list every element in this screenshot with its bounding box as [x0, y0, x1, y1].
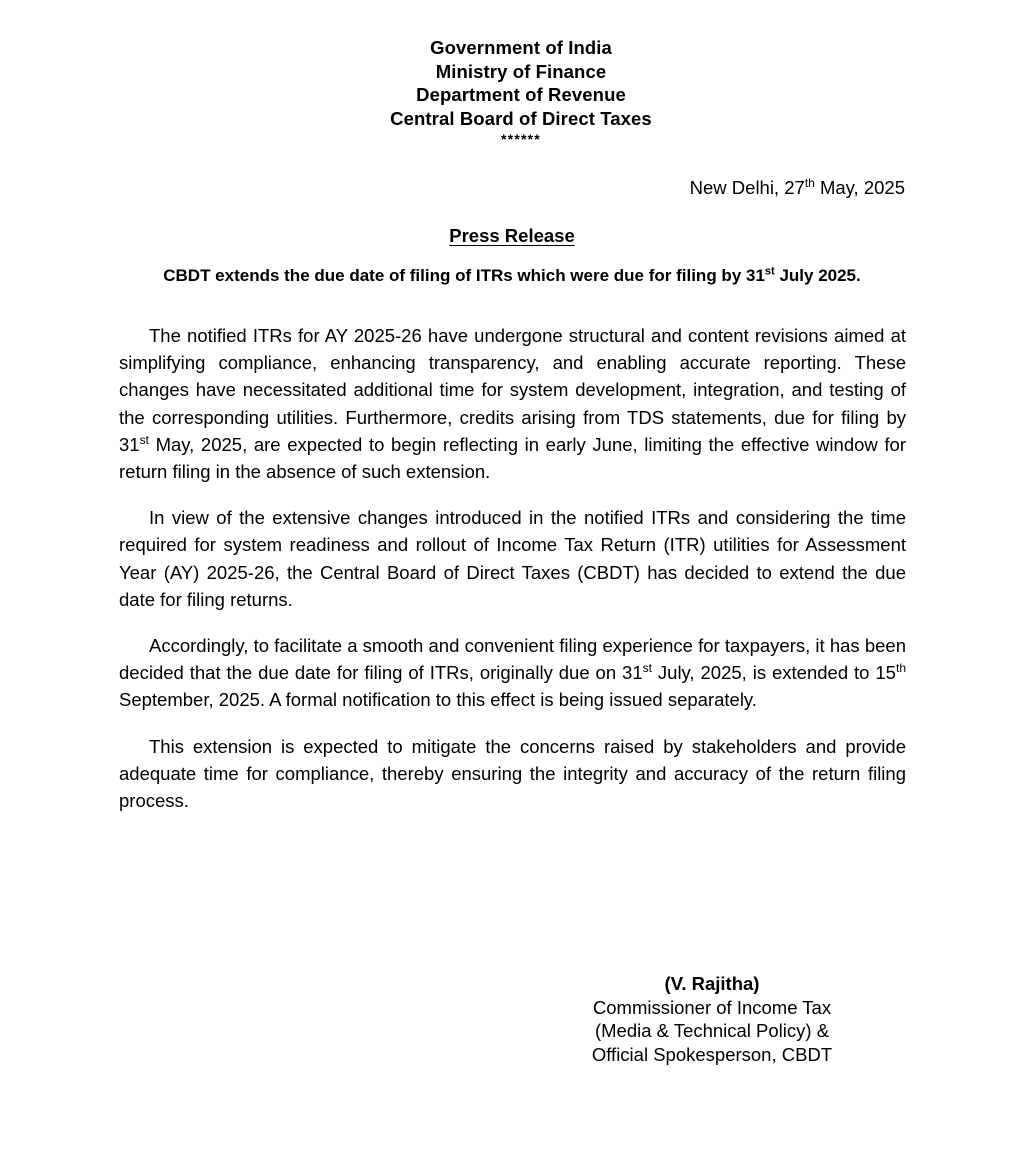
- para-1: The notified ITRs for AY 2025-26 have undergone structural and content revisions aimed at simplifying compliance, enhancing transparency, and enabling accurate reporting. These changes have necessitated additional time for system development, integration, and testing of the corresponding utilities. Furthermore, credits arising from TDS statements, due for filing by 31st May, 2025, are expected to begin reflecting in early June, limiting the effective window for return filing in the absence of such extension.: [119, 325, 906, 483]
- dateline-rest: May, 2025: [814, 177, 905, 198]
- dateline-place: New Delhi,: [689, 177, 785, 198]
- signatory-designation-line-1: Commissioner of Income Tax: [592, 996, 832, 1018]
- subject-line: [119, 264, 905, 288]
- letterhead-line-government: Government of India: [430, 37, 612, 58]
- subject-line-after: July 2025.: [774, 266, 861, 285]
- signatory-designation-line-3: Official Spokesperson, CBDT: [591, 1043, 833, 1065]
- signatory-designation-line-2: (Media & Technical Policy) &: [594, 1020, 830, 1041]
- para-3: Accordingly, to facilitate a smooth and convenient filing experience for taxpayers, it has been decided that the due date for filing of ITRs, originally due on 31st July, 2025, is extended to 15th September, 2025. A formal notification to this effect is being issued separately.: [119, 635, 907, 711]
- subject-line-before: CBDT extends the due date of filing of ITRs which were due for filing by 31: [163, 266, 765, 285]
- signature-block: [519, 972, 905, 1066]
- para-4: This extension is expected to mitigate the concerns raised by stakeholders and provide adequate time for compliance, thereby ensuring the integrity and accuracy of the return filing process.: [119, 735, 906, 812]
- signatory-name: (V. Rajitha): [664, 973, 760, 994]
- letterhead-line-board: Central Board of Direct Taxes: [390, 107, 652, 129]
- ordinal-suffix: st: [642, 661, 652, 676]
- page-title-text: Press Release: [449, 225, 575, 246]
- letterhead-line-ministry: Ministry of Finance: [435, 60, 607, 82]
- letterhead-separator: ******: [501, 131, 541, 147]
- ordinal-suffix: th: [895, 661, 907, 676]
- page-title: [119, 224, 905, 248]
- dateline-day: 27: [784, 177, 805, 198]
- dateline: [119, 176, 905, 200]
- subject-line-suffix: st: [764, 265, 775, 278]
- document-body: [119, 322, 906, 814]
- para-2: In view of the extensive changes introduced in the notified ITRs and considering the time required for system readiness and rollout of Income Tax Return (ITR) utilities for Assessment Year (AY) 2025-26, the Central Board of Direct Taxes (CBDT) has decided to extend the due date for filing returns.: [119, 507, 906, 610]
- dateline-day-suffix: th: [804, 175, 815, 190]
- ordinal-suffix: st: [139, 432, 149, 447]
- letterhead: [0, 36, 1024, 147]
- letterhead-line-department: Department of Revenue: [416, 84, 626, 105]
